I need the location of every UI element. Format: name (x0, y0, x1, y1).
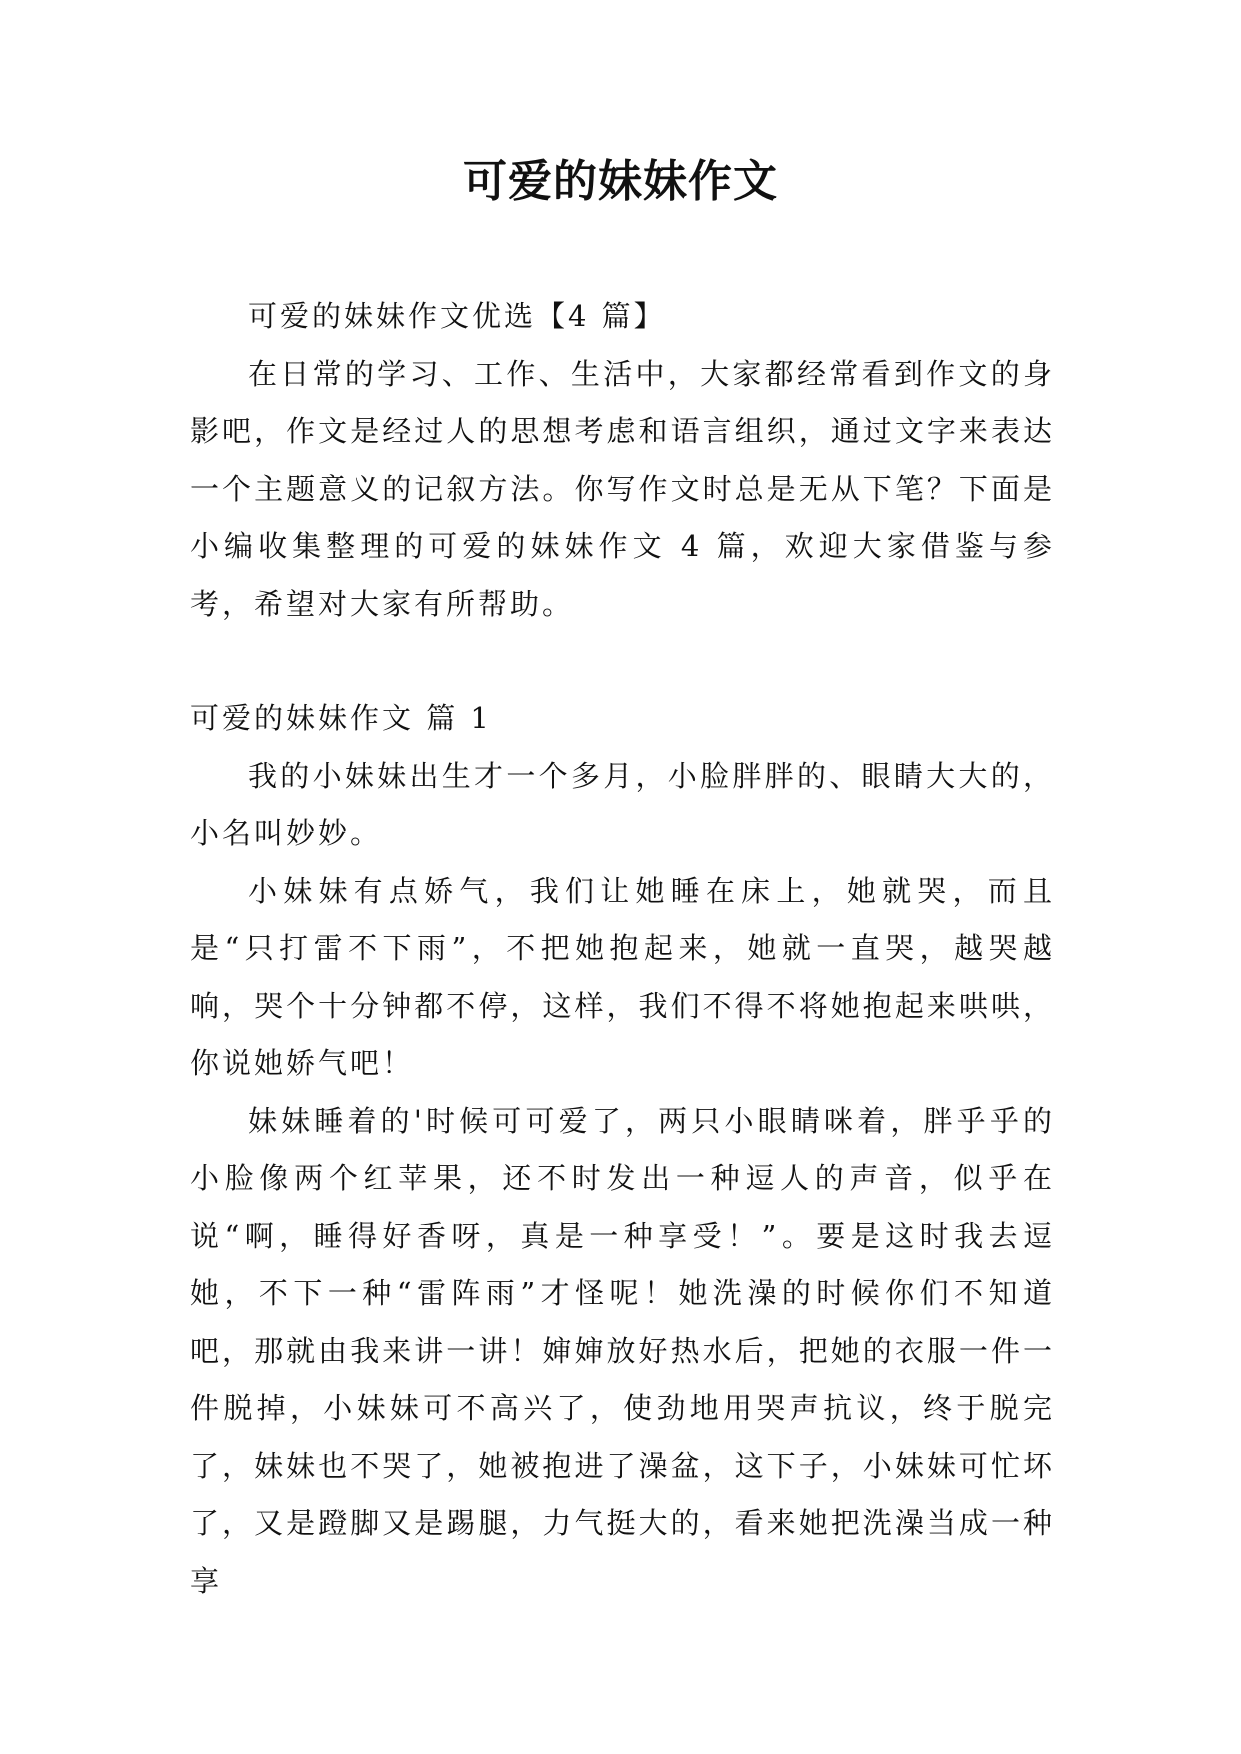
document-title: 可爱的妹妹作文 (463, 156, 778, 207)
section-paragraph-2: 小妹妹有点娇气，我们让她睡在床上，她就哭，而且是“只打雷不下雨”，不把她抱起来，她就一直哭，越哭越响，哭个十分钟都不停，这样，我们不得不将她抱起来哄哄，你说她娇气吧！ (190, 873, 1055, 1080)
section-paragraph-1: 我的小妹妹出生才一个多月，小脸胖胖的、眼睛大大的，小名叫妙妙。 (190, 758, 1055, 850)
intro-subtitle: 可爱的妹妹作文优选【4 篇】 (248, 299, 666, 333)
section-heading: 可爱的妹妹作文 篇 1 (190, 701, 492, 735)
intro-paragraph: 在日常的学习、工作、生活中，大家都经常看到作文的身影吧，作文是经过人的思想考虑和语言组织，通过文字来表达一个主题意义的记叙方法。你写作文时总是无从下笔？下面是小编收集整理的可爱的妹妹作文 4 篇，欢迎大家借鉴与参考，希望对大家有所帮助。 (190, 356, 1055, 621)
section-paragraph-3: 妹妹睡着的'时候可可爱了，两只小眼睛咪着，胖乎乎的小脸像两个红苹果，还不时发出一种逗人的声音，似乎在说“啊，睡得好香呀，真是一种享受！”。要是这时我去逗她，不下一种“雷阵雨”才怪呢！她洗澡的时候你们不知道吧，那就由我来讲一讲！婶婶放好热水后，把她的衣服一件一件脱掉，小妹妹可不高兴了，使劲地用哭声抗议，终于脱完了，妹妹也不哭了，她被抱进了澡盆，这下子，小妹妹可忙坏了，又是蹬脚又是踢腿，力气挺大的，看来她把洗澡当成一种享 (190, 1103, 1055, 1598)
document-body (190, 288, 1055, 1610)
